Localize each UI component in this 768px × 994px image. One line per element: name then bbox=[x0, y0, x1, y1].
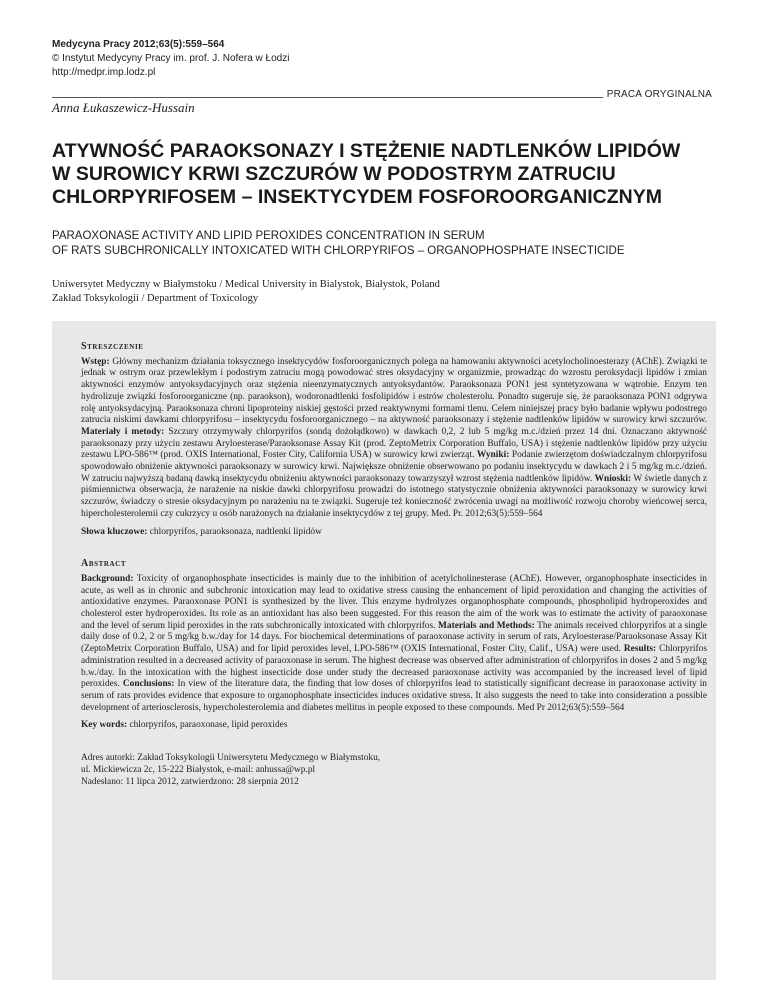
label-background: Background: bbox=[81, 573, 134, 584]
address-dates: Nadesłano: 11 lipca 2012, zatwierdzono: 28 sierpnia 2012 bbox=[81, 777, 299, 788]
label-materialy: Materiały i metody: bbox=[81, 426, 165, 437]
label-wyniki: Wyniki: bbox=[476, 450, 510, 461]
title-polish-line: CHLORPYRIFOSEM – INSEKTYCYDEM FOSFOROORGANICZNYM bbox=[52, 186, 662, 208]
keywords-pl-label: Słowa kluczowe: bbox=[81, 526, 148, 537]
title-polish-line: W SUROWICY KRWI SZCZURÓW W PODOSTRYM ZATRUCIU bbox=[52, 163, 616, 185]
text-materialy: Szczury otrzymywały chlorpyrifos (sondą dożołądkowo) w dawkach 0,2, 2 lub 5 mg/kg m.c./dzień przez 14 dni. Oznaczano aktywność paraoksonazy przy użyciu zestawu Aryloesterase/Paraoksonase Assay Kit (prod. ZeptoMetrix Corporation Buffalo, USA) i stężenie nadtlenków lipidów przy użyciu zestawu LPO-586™ (prod. OXIS International, Foster City, California USA) w surowicy krwi zwierząt. bbox=[81, 426, 707, 461]
label-results: Results: bbox=[623, 644, 657, 655]
journal-header bbox=[52, 38, 289, 80]
affiliation-university: Uniwersytet Medyczny w Białymstoku / Medical University in Bialystok, Białystok, Poland bbox=[52, 279, 440, 290]
text-methods: The animals received chlorpyrifos at a single daily dose of 0.2, 2 or 5 mg/kg b.w./day for 14 days. For biochemical determinations of paraoxonase activity in serum of rats, Aryloesterase/Paraoksonase Assay Kit (ZeptoMetrix Corporation Buffalo, USA) and for lipid peroxides level, LPO-586™ (OXIS International, Foster City, Calif., USA) were used. bbox=[81, 620, 707, 655]
text-conclusions: In view of the literature data, the finding that low doses of chlorpyrifos lead to statistically significant decrease in paraoxonase activity in serum of rats provides evidence that exposure to organophosphate insecticides induces oxidative stress. It also suggests the need to take into consideration a possible development of arteriosclerosis, hypercholesterolemia and diabetes mellitus in people exposed to these compounds. Med Pr 2012;63(5):559–564 bbox=[81, 679, 707, 713]
abstract-content bbox=[81, 341, 707, 788]
journal-url[interactable]: http://medpr.imp.lodz.pl bbox=[52, 67, 156, 78]
abstract-body bbox=[81, 574, 707, 714]
address-line: ul. Mickiewicza 2c, 15-222 Białystok, e-mail: anhussa@wp.pl bbox=[81, 765, 316, 776]
streszczenie-body bbox=[81, 357, 707, 521]
text-wstep: Główny mechanizm działania toksycznego insektycydów fosforoorganicznych polega na hamowaniu aktywności acetylocholinoesterazy (AChE). Związki te jednak w ostrym oraz przewlekłym i podostrym zatruciu mogą powodować stres oksydacyjny w organizmie, prowadząc do wzrostu peroksydacji lipidów i zmian aktywności enzymów antyoksydacyjnych oraz stężenia nieenzymatycznych antyoksydantów. Paraoksonaza PON1 jest syntetyzowana w wątrobie. Enzym ten hydrolizuje związki fosforoorganiczne (np. paraokson), wodoronadtlenki fosfolipidów i estrów cholesterolu. Ponadto sugeruje się, że paraoksonaza PON1 odgrywa rolę antyoksydacyjną. Paraoksonaza chroni lipoproteiny niskiej gęstości przed reaktywnymi formami tlenu. Celem niniejszej pracy było badanie wpływu podostrego zatrucia niskimi dawkami chlorpyrifosu – insektycydu fosforoorganicznego – na aktywność paraoksonazy i stężenie nadtlenków lipidów w surowicy krwi szczurów. bbox=[81, 356, 707, 426]
keywords-pl bbox=[81, 527, 707, 539]
author-name: Anna Łukaszewicz-Hussain bbox=[52, 100, 195, 115]
article-type-badge: PRACA ORYGINALNA bbox=[603, 89, 716, 100]
author-address bbox=[81, 752, 707, 788]
keywords-en bbox=[81, 720, 707, 732]
title-polish-line: ATYWNOŚĆ PARAOKSONAZY I STĘŻENIE NADTLENKÓW LIPIDÓW bbox=[52, 140, 681, 162]
text-wnioski: W świetle danych z piśmiennictwa obserwacja, że narażenie na niskie dawki chlorpyrifosu prowadzi do istotnego statystycznie obniżenia aktywności paraoksonazy w surowicy krwi szczurów, świadczy o stresie oksydacyjnym po narażeniu na te związki. Sugeruje też konieczność zwrócenia uwagi na możliwość rozwoju choroby wieńcowej serca, hipercholesterolemii czy cukrzycy u osób narażonych na działanie insektycydów z tej grupy. Med. Pr. 2012;63(5):559–564 bbox=[81, 473, 707, 519]
title-polish bbox=[52, 140, 692, 209]
label-wnioski: Wnioski: bbox=[594, 473, 632, 484]
text-results: Chlorpyrifos administration resulted in a decreased activity of paraoxonase in serum. The highest decrease was observed after administration of chlorpyrifos in doses 2 and 5 mg/kg b.w./day. In the intoxication with the highest insecticide dose under study the decreased paraoxonase activity was accompanied by the increased level of lipid peroxides. bbox=[81, 644, 707, 690]
abstract-heading: Abstract bbox=[81, 558, 127, 570]
text-wyniki: Podanie zwierzętom doświadczalnym chlorpyrifosu spowodowało obniżenie aktywności paraoksonazy w surowicy krwi. Największe obniżenie obserwowano po podaniu insektycydu w dawkach 2 i 5 mg/kg m.c./dzień. W zatruciu najwyższą badaną dawką insektycydu obniżeniu aktywności paraoksonazy towarzyszył wzrost stężenia nadtlenków lipidów. bbox=[81, 450, 707, 484]
abstract-box bbox=[52, 321, 716, 980]
label-wstep: Wstęp: bbox=[81, 356, 110, 367]
title-english-line: OF RATS SUBCHRONICALLY INTOXICATED WITH CHLORPYRIFOS – ORGANOPHOSPHATE INSECTICIDE bbox=[52, 245, 625, 257]
journal-copyright: © Instytut Medycyny Pracy im. prof. J. Nofera w Łodzi bbox=[52, 53, 290, 64]
keywords-en-text: chlorpyrifos, paraoxonase, lipid peroxides bbox=[127, 720, 288, 731]
address-line: Adres autorki: Zakład Toksykologii Uniwersytetu Medycznego w Białymstoku, bbox=[81, 753, 381, 764]
title-english-line: PARAOXONASE ACTIVITY AND LIPID PEROXIDES CONCENTRATION IN SERUM bbox=[52, 230, 485, 242]
text-background: Toxicity of organophosphate insecticides is mainly due to the inhibition of acetylcholinesterase (AChE). However, organophosphate insecticides in acute, as well as in chronic and subchronic intoxication may lead to oxidative stress causing the enhancement of lipid peroxidation and changing the activities of antioxidative enzymes. Paraoxonase PON1 is synthesized by the liver. This enzyme hydrolyzes organophosphate compounds, phospholipid hydroperoxides and cholesterol ester hydroperoxides. Its role as an antioxidant has also been suggested. For this reason the aim of the work was to estimate the activity of paraoxonase and the level of serum lipid peroxides in the rats subchronically intoxicated with chlorpyrifos. bbox=[81, 573, 707, 631]
keywords-pl-text: chlorpyrifos, paraoksonaza, nadtlenki lipidów bbox=[147, 526, 322, 537]
keywords-en-label: Key words: bbox=[81, 720, 128, 731]
affiliation bbox=[52, 278, 440, 306]
label-conclusions: Conclusions: bbox=[122, 679, 175, 690]
title-english bbox=[52, 229, 712, 259]
journal-title: Medycyna Pracy 2012;63(5):559–564 bbox=[52, 39, 225, 50]
label-methods: Materials and Methods: bbox=[438, 620, 535, 631]
streszczenie-heading: Streszczenie bbox=[81, 341, 144, 352]
affiliation-department: Zakład Toksykologii / Department of Toxicology bbox=[52, 293, 259, 304]
